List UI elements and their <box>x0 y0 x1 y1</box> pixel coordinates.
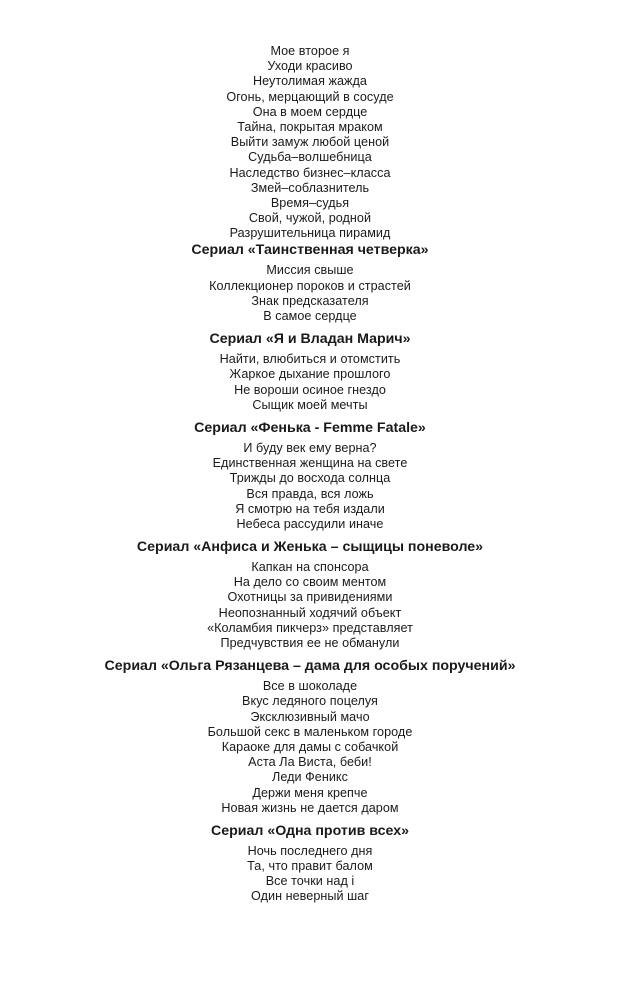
series-section <box>0 330 620 413</box>
series-titles-list <box>0 263 620 324</box>
book-title: Охотницы за привидениями <box>227 590 393 605</box>
series-section <box>0 538 620 651</box>
book-title: Небеса рассудили иначе <box>236 516 384 531</box>
book-title: Леди Феникс <box>272 770 348 785</box>
series-heading: Сериал «Я и Владан Марич» <box>209 331 411 348</box>
book-title: Один неверный шаг <box>251 889 369 904</box>
book-title: Вся правда, вся ложь <box>246 486 374 501</box>
book-title: Единственная женщина на свете <box>212 456 408 471</box>
book-title: Тайна, покрытая мраком <box>237 119 383 134</box>
series-section <box>0 657 620 816</box>
book-list-page <box>0 44 620 905</box>
book-title: «Коламбия пикчерз» представляет <box>207 620 413 635</box>
book-title: Аста Ла Виста, беби! <box>248 755 372 770</box>
book-title: Большой секс в маленьком городе <box>207 724 413 739</box>
book-title: Все в шоколаде <box>262 679 358 694</box>
book-title: Ночь последнего дня <box>247 843 373 858</box>
series-heading: Сериал «Фенька - Femme Fatale» <box>194 419 426 436</box>
book-title: Судьба–волшебница <box>248 150 372 165</box>
book-title: Неутолимая жажда <box>253 74 367 89</box>
series-section <box>0 419 620 532</box>
series-heading: Сериал «Анфиса и Женька – сыщицы поневоле» <box>136 539 484 556</box>
series-section <box>0 241 620 324</box>
book-title: Наследство бизнес–класса <box>229 165 391 180</box>
standalone-titles-list <box>0 44 620 241</box>
series-titles-list <box>0 679 620 816</box>
book-title: Выйти замуж любой ценой <box>230 135 390 150</box>
book-title: Я смотрю на тебя издали <box>235 501 385 516</box>
book-title: Жаркое дыхание прошлого <box>229 367 391 382</box>
book-title: Трижды до восхода солнца <box>229 471 391 486</box>
book-title: Свой, чужой, родной <box>248 211 372 226</box>
book-title: Эксклюзивный мачо <box>250 709 370 724</box>
book-title: Она в моем сердце <box>252 104 368 119</box>
book-title: Коллекционер пороков и страстей <box>209 278 411 293</box>
book-title: Уходи красиво <box>267 59 353 74</box>
book-title: Капкан на спонсора <box>251 560 369 575</box>
series-titles-list <box>0 844 620 905</box>
book-title: Сыщик моей мечты <box>252 397 368 412</box>
book-title: Предчувствия ее не обманули <box>220 636 400 650</box>
series-section <box>0 822 620 905</box>
book-title: И буду век ему верна? <box>243 440 377 455</box>
book-title: Огонь, мерцающий в сосуде <box>226 89 394 104</box>
book-title: Все точки над i <box>265 874 355 889</box>
book-title: Не вороши осиное гнездо <box>234 382 386 397</box>
book-title: Найти, влюбиться и отомстить <box>219 352 401 367</box>
book-title: Миссия свыше <box>266 263 354 278</box>
book-title: Знак предсказателя <box>251 293 369 308</box>
series-titles-list <box>0 560 620 651</box>
series-heading: Сериал «Таинственная четверка» <box>191 242 429 259</box>
book-title: Караоке для дамы с собачкой <box>221 739 399 754</box>
book-title: Мое второе я <box>270 44 350 58</box>
book-title: Разрушительница пирамид <box>229 226 391 241</box>
series-heading: Сериал «Ольга Рязанцева – дама для особых поручений» <box>104 658 516 675</box>
book-title: Вкус ледяного поцелуя <box>242 694 378 709</box>
book-title: Та, что правит балом <box>247 859 373 874</box>
book-title: На дело со своим ментом <box>233 575 387 590</box>
book-title: Новая жизнь не дается даром <box>221 800 399 815</box>
series-heading: Сериал «Одна против всех» <box>211 822 409 839</box>
book-title: В самое сердце <box>263 309 357 323</box>
series-titles-list <box>0 352 620 413</box>
book-title: Держи меня крепче <box>252 785 368 800</box>
book-title: Неопознанный ходячий объект <box>218 605 402 620</box>
book-title: Змей–соблазнитель <box>250 180 370 195</box>
book-title: Время–судья <box>270 195 350 210</box>
series-titles-list <box>0 441 620 532</box>
